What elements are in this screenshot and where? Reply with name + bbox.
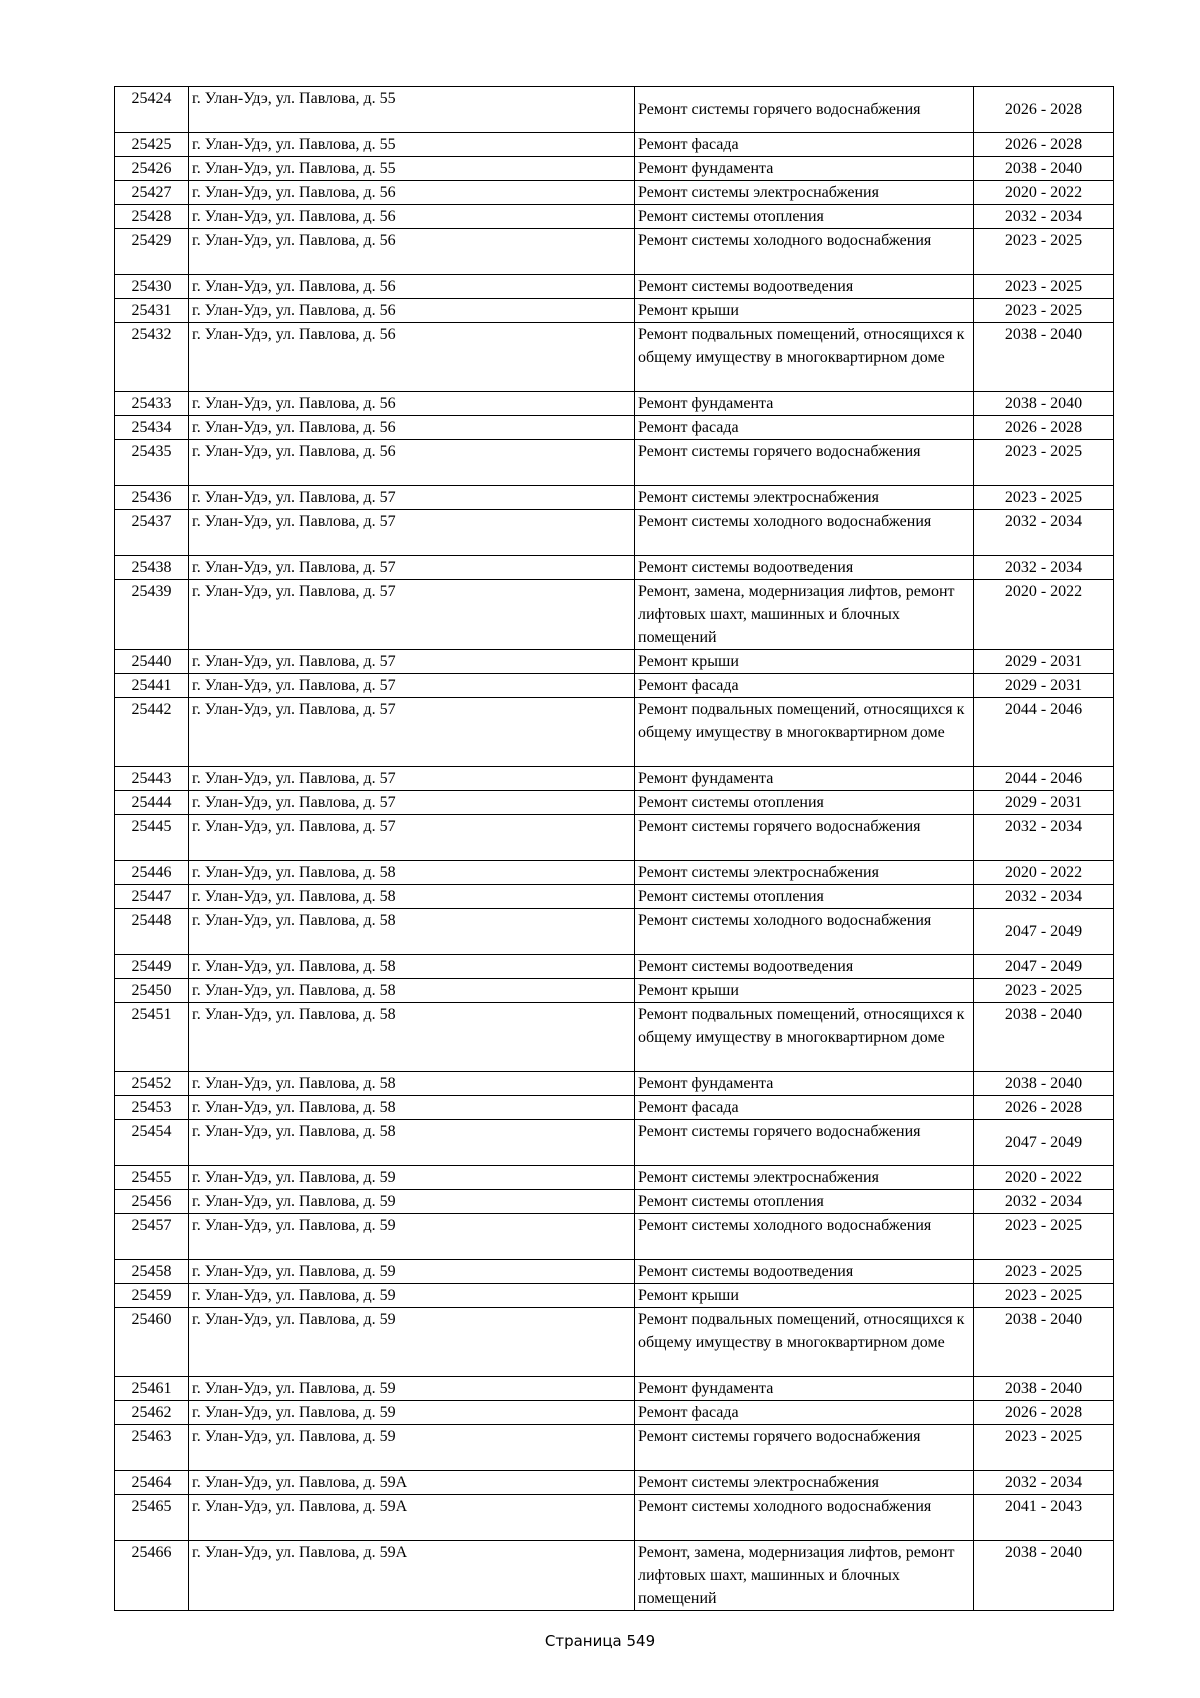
row-number: 25443	[115, 767, 189, 791]
row-number: 25439	[115, 580, 189, 650]
row-work-type: Ремонт фундамента	[635, 1377, 974, 1401]
table-row	[115, 416, 1114, 440]
row-address: г. Улан-Удэ, ул. Павлова, д. 55	[189, 87, 635, 133]
row-address: г. Улан-Удэ, ул. Павлова, д. 56	[189, 229, 635, 275]
row-period: 2032 - 2034	[974, 1471, 1114, 1495]
table-row	[115, 323, 1114, 392]
row-address: г. Улан-Удэ, ул. Павлова, д. 59А	[189, 1541, 635, 1611]
table-row	[115, 392, 1114, 416]
table-row	[115, 1308, 1114, 1377]
row-address: г. Улан-Удэ, ул. Павлова, д. 59	[189, 1166, 635, 1190]
row-work-type: Ремонт фасада	[635, 1401, 974, 1425]
row-period: 2023 - 2025	[974, 440, 1114, 486]
table-row	[115, 885, 1114, 909]
row-period: 2047 - 2049	[974, 955, 1114, 979]
row-address: г. Улан-Удэ, ул. Павлова, д. 58	[189, 1003, 635, 1072]
row-work-type: Ремонт системы горячего водоснабжения	[635, 440, 974, 486]
row-period: 2023 - 2025	[974, 979, 1114, 1003]
row-number: 25442	[115, 698, 189, 767]
row-address: г. Улан-Удэ, ул. Павлова, д. 56	[189, 416, 635, 440]
row-period: 2047 - 2049	[974, 1120, 1114, 1166]
table-row	[115, 1495, 1114, 1541]
table-row	[115, 767, 1114, 791]
row-number: 25433	[115, 392, 189, 416]
row-work-type: Ремонт системы горячего водоснабжения	[635, 87, 974, 133]
row-period: 2038 - 2040	[974, 392, 1114, 416]
row-number: 25424	[115, 87, 189, 133]
row-number: 25435	[115, 440, 189, 486]
table-row	[115, 1166, 1114, 1190]
table-row	[115, 556, 1114, 580]
row-period: 2029 - 2031	[974, 674, 1114, 698]
row-work-type: Ремонт фундамента	[635, 157, 974, 181]
row-period: 2023 - 2025	[974, 1260, 1114, 1284]
row-period: 2026 - 2028	[974, 1096, 1114, 1120]
table-row	[115, 1260, 1114, 1284]
row-number: 25466	[115, 1541, 189, 1611]
table-row	[115, 1096, 1114, 1120]
row-period: 2038 - 2040	[974, 1072, 1114, 1096]
table-row	[115, 299, 1114, 323]
row-address: г. Улан-Удэ, ул. Павлова, д. 57	[189, 698, 635, 767]
row-work-type: Ремонт системы электроснабжения	[635, 1471, 974, 1495]
row-number: 25427	[115, 181, 189, 205]
row-work-type: Ремонт фасада	[635, 674, 974, 698]
table-row	[115, 510, 1114, 556]
row-period: 2032 - 2034	[974, 556, 1114, 580]
row-address: г. Улан-Удэ, ул. Павлова, д. 56	[189, 299, 635, 323]
row-number: 25459	[115, 1284, 189, 1308]
row-number: 25464	[115, 1471, 189, 1495]
row-work-type: Ремонт фундамента	[635, 1072, 974, 1096]
row-number: 25449	[115, 955, 189, 979]
row-number: 25432	[115, 323, 189, 392]
row-work-type: Ремонт фасада	[635, 1096, 974, 1120]
row-number: 25426	[115, 157, 189, 181]
row-work-type: Ремонт подвальных помещений, относящихся к общему имуществу в многоквартирном доме	[635, 698, 974, 767]
row-period: 2041 - 2043	[974, 1495, 1114, 1541]
row-work-type: Ремонт системы водоотведения	[635, 556, 974, 580]
row-work-type: Ремонт системы отопления	[635, 205, 974, 229]
table-row	[115, 861, 1114, 885]
row-address: г. Улан-Удэ, ул. Павлова, д. 58	[189, 979, 635, 1003]
row-period: 2026 - 2028	[974, 133, 1114, 157]
row-number: 25455	[115, 1166, 189, 1190]
table-row	[115, 815, 1114, 861]
row-work-type: Ремонт крыши	[635, 1284, 974, 1308]
row-period: 2032 - 2034	[974, 885, 1114, 909]
row-address: г. Улан-Удэ, ул. Павлова, д. 59	[189, 1214, 635, 1260]
table-row	[115, 674, 1114, 698]
row-address: г. Улан-Удэ, ул. Павлова, д. 55	[189, 157, 635, 181]
row-work-type: Ремонт системы отопления	[635, 1190, 974, 1214]
row-address: г. Улан-Удэ, ул. Павлова, д. 58	[189, 1096, 635, 1120]
table-row	[115, 87, 1114, 133]
row-address: г. Улан-Удэ, ул. Павлова, д. 59А	[189, 1495, 635, 1541]
row-number: 25460	[115, 1308, 189, 1377]
row-period: 2026 - 2028	[974, 87, 1114, 133]
row-number: 25456	[115, 1190, 189, 1214]
row-address: г. Улан-Удэ, ул. Павлова, д. 58	[189, 885, 635, 909]
row-work-type: Ремонт системы холодного водоснабжения	[635, 1214, 974, 1260]
row-address: г. Улан-Удэ, ул. Павлова, д. 57	[189, 580, 635, 650]
row-work-type: Ремонт системы электроснабжения	[635, 861, 974, 885]
table-row	[115, 1072, 1114, 1096]
table-row	[115, 979, 1114, 1003]
row-work-type: Ремонт системы холодного водоснабжения	[635, 1495, 974, 1541]
row-work-type: Ремонт системы холодного водоснабжения	[635, 510, 974, 556]
row-number: 25462	[115, 1401, 189, 1425]
row-work-type: Ремонт системы холодного водоснабжения	[635, 229, 974, 275]
row-period: 2023 - 2025	[974, 229, 1114, 275]
row-number: 25437	[115, 510, 189, 556]
row-period: 2023 - 2025	[974, 299, 1114, 323]
row-number: 25440	[115, 650, 189, 674]
table-row	[115, 580, 1114, 650]
table-row	[115, 1425, 1114, 1471]
row-number: 25463	[115, 1425, 189, 1471]
row-address: г. Улан-Удэ, ул. Павлова, д. 58	[189, 1120, 635, 1166]
row-work-type: Ремонт подвальных помещений, относящихся к общему имуществу в многоквартирном доме	[635, 323, 974, 392]
row-period: 2023 - 2025	[974, 275, 1114, 299]
row-address: г. Улан-Удэ, ул. Павлова, д. 57	[189, 815, 635, 861]
row-number: 25457	[115, 1214, 189, 1260]
row-work-type: Ремонт системы холодного водоснабжения	[635, 909, 974, 955]
page-number-footer: Страница 549	[544, 1632, 656, 1650]
table-row	[115, 791, 1114, 815]
row-period: 2047 - 2049	[974, 909, 1114, 955]
row-work-type: Ремонт системы горячего водоснабжения	[635, 815, 974, 861]
row-number: 25428	[115, 205, 189, 229]
row-number: 25453	[115, 1096, 189, 1120]
row-period: 2038 - 2040	[974, 1541, 1114, 1611]
table-row	[115, 1190, 1114, 1214]
row-address: г. Улан-Удэ, ул. Павлова, д. 57	[189, 556, 635, 580]
row-address: г. Улан-Удэ, ул. Павлова, д. 58	[189, 1072, 635, 1096]
row-number: 25436	[115, 486, 189, 510]
table-row	[115, 1377, 1114, 1401]
row-address: г. Улан-Удэ, ул. Павлова, д. 56	[189, 323, 635, 392]
row-address: г. Улан-Удэ, ул. Павлова, д. 59	[189, 1308, 635, 1377]
repair-schedule-table	[114, 86, 1114, 1611]
row-address: г. Улан-Удэ, ул. Павлова, д. 56	[189, 275, 635, 299]
table-row	[115, 1214, 1114, 1260]
row-number: 25434	[115, 416, 189, 440]
row-period: 2044 - 2046	[974, 698, 1114, 767]
row-period: 2038 - 2040	[974, 157, 1114, 181]
table-row	[115, 181, 1114, 205]
table-row	[115, 698, 1114, 767]
table-row	[115, 133, 1114, 157]
row-address: г. Улан-Удэ, ул. Павлова, д. 56	[189, 181, 635, 205]
row-period: 2038 - 2040	[974, 1377, 1114, 1401]
row-address: г. Улан-Удэ, ул. Павлова, д. 57	[189, 510, 635, 556]
row-work-type: Ремонт системы горячего водоснабжения	[635, 1120, 974, 1166]
table-row	[115, 157, 1114, 181]
row-number: 25444	[115, 791, 189, 815]
row-period: 2026 - 2028	[974, 1401, 1114, 1425]
row-period: 2029 - 2031	[974, 791, 1114, 815]
row-number: 25446	[115, 861, 189, 885]
row-address: г. Улан-Удэ, ул. Павлова, д. 58	[189, 909, 635, 955]
table-row	[115, 1284, 1114, 1308]
row-address: г. Улан-Удэ, ул. Павлова, д. 56	[189, 205, 635, 229]
table-row	[115, 650, 1114, 674]
row-address: г. Улан-Удэ, ул. Павлова, д. 59	[189, 1284, 635, 1308]
row-work-type: Ремонт фасада	[635, 133, 974, 157]
row-address: г. Улан-Удэ, ул. Павлова, д. 57	[189, 650, 635, 674]
row-address: г. Улан-Удэ, ул. Павлова, д. 55	[189, 133, 635, 157]
row-work-type: Ремонт системы электроснабжения	[635, 486, 974, 510]
table-row	[115, 1471, 1114, 1495]
row-number: 25461	[115, 1377, 189, 1401]
row-work-type: Ремонт фундамента	[635, 392, 974, 416]
row-period: 2032 - 2034	[974, 1190, 1114, 1214]
row-number: 25465	[115, 1495, 189, 1541]
row-period: 2038 - 2040	[974, 1308, 1114, 1377]
row-number: 25431	[115, 299, 189, 323]
table-row	[115, 205, 1114, 229]
row-period: 2023 - 2025	[974, 1214, 1114, 1260]
table-row	[115, 1003, 1114, 1072]
row-number: 25430	[115, 275, 189, 299]
row-period: 2020 - 2022	[974, 861, 1114, 885]
row-address: г. Улан-Удэ, ул. Павлова, д. 57	[189, 791, 635, 815]
row-period: 2023 - 2025	[974, 1284, 1114, 1308]
row-address: г. Улан-Удэ, ул. Павлова, д. 59	[189, 1401, 635, 1425]
row-address: г. Улан-Удэ, ул. Павлова, д. 56	[189, 440, 635, 486]
table-row	[115, 909, 1114, 955]
row-address: г. Улан-Удэ, ул. Павлова, д. 58	[189, 861, 635, 885]
row-period: 2020 - 2022	[974, 1166, 1114, 1190]
row-work-type: Ремонт крыши	[635, 979, 974, 1003]
row-work-type: Ремонт системы горячего водоснабжения	[635, 1425, 974, 1471]
row-address: г. Улан-Удэ, ул. Павлова, д. 56	[189, 392, 635, 416]
row-number: 25448	[115, 909, 189, 955]
table-row	[115, 955, 1114, 979]
row-period: 2026 - 2028	[974, 416, 1114, 440]
row-number: 25438	[115, 556, 189, 580]
row-number: 25429	[115, 229, 189, 275]
row-period: 2044 - 2046	[974, 767, 1114, 791]
row-work-type: Ремонт подвальных помещений, относящихся к общему имуществу в многоквартирном доме	[635, 1003, 974, 1072]
row-number: 25458	[115, 1260, 189, 1284]
table-row	[115, 1401, 1114, 1425]
row-period: 2020 - 2022	[974, 580, 1114, 650]
row-work-type: Ремонт, замена, модернизация лифтов, ремонт лифтовых шахт, машинных и блочных помещений	[635, 1541, 974, 1611]
row-work-type: Ремонт крыши	[635, 650, 974, 674]
row-address: г. Улан-Удэ, ул. Павлова, д. 59	[189, 1190, 635, 1214]
row-number: 25425	[115, 133, 189, 157]
row-work-type: Ремонт подвальных помещений, относящихся к общему имуществу в многоквартирном доме	[635, 1308, 974, 1377]
row-work-type: Ремонт фасада	[635, 416, 974, 440]
row-period: 2038 - 2040	[974, 323, 1114, 392]
row-address: г. Улан-Удэ, ул. Павлова, д. 58	[189, 955, 635, 979]
row-number: 25450	[115, 979, 189, 1003]
row-address: г. Улан-Удэ, ул. Павлова, д. 57	[189, 767, 635, 791]
row-work-type: Ремонт системы водоотведения	[635, 275, 974, 299]
row-work-type: Ремонт системы отопления	[635, 791, 974, 815]
row-work-type: Ремонт фундамента	[635, 767, 974, 791]
row-work-type: Ремонт крыши	[635, 299, 974, 323]
table-body	[115, 87, 1114, 1611]
row-work-type: Ремонт системы водоотведения	[635, 955, 974, 979]
row-number: 25447	[115, 885, 189, 909]
row-number: 25451	[115, 1003, 189, 1072]
row-work-type: Ремонт системы водоотведения	[635, 1260, 974, 1284]
row-period: 2020 - 2022	[974, 181, 1114, 205]
row-period: 2023 - 2025	[974, 486, 1114, 510]
row-address: г. Улан-Удэ, ул. Павлова, д. 59	[189, 1425, 635, 1471]
row-address: г. Улан-Удэ, ул. Павлова, д. 57	[189, 486, 635, 510]
row-address: г. Улан-Удэ, ул. Павлова, д. 57	[189, 674, 635, 698]
table-row	[115, 486, 1114, 510]
table-row	[115, 275, 1114, 299]
row-period: 2032 - 2034	[974, 205, 1114, 229]
row-number: 25445	[115, 815, 189, 861]
table-row	[115, 440, 1114, 486]
row-period: 2029 - 2031	[974, 650, 1114, 674]
row-address: г. Улан-Удэ, ул. Павлова, д. 59	[189, 1377, 635, 1401]
row-period: 2023 - 2025	[974, 1425, 1114, 1471]
row-number: 25452	[115, 1072, 189, 1096]
row-number: 25441	[115, 674, 189, 698]
row-work-type: Ремонт системы электроснабжения	[635, 1166, 974, 1190]
row-address: г. Улан-Удэ, ул. Павлова, д. 59А	[189, 1471, 635, 1495]
table-row	[115, 1120, 1114, 1166]
row-number: 25454	[115, 1120, 189, 1166]
row-address: г. Улан-Удэ, ул. Павлова, д. 59	[189, 1260, 635, 1284]
row-work-type: Ремонт, замена, модернизация лифтов, ремонт лифтовых шахт, машинных и блочных помещений	[635, 580, 974, 650]
row-period: 2032 - 2034	[974, 510, 1114, 556]
row-work-type: Ремонт системы электроснабжения	[635, 181, 974, 205]
table-row	[115, 1541, 1114, 1611]
row-period: 2038 - 2040	[974, 1003, 1114, 1072]
row-work-type: Ремонт системы отопления	[635, 885, 974, 909]
row-period: 2032 - 2034	[974, 815, 1114, 861]
table-row	[115, 229, 1114, 275]
